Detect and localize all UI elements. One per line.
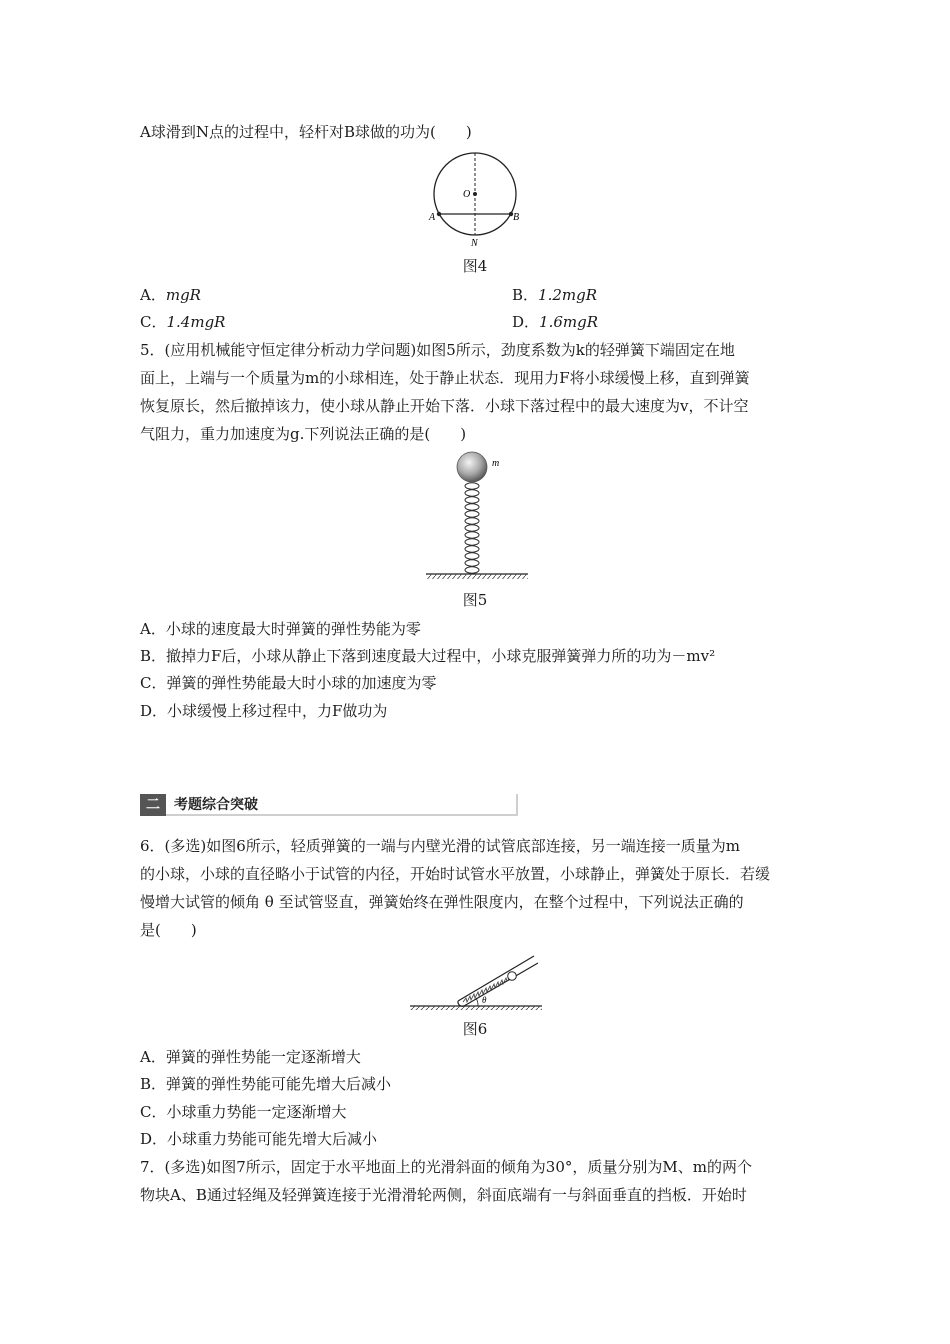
section-underline — [166, 814, 518, 816]
q5-stem-line: 恢复原长，然后撤掉该力，使小球从静止开始下落．小球下落过程中的最大速度为v，不计空 — [140, 397, 749, 415]
section-end-cap — [516, 794, 518, 816]
fig4-label-a: A — [429, 212, 436, 223]
q5-option-c: C．弹簧的弹性势能最大时小球的加速度为零 — [140, 674, 437, 692]
q4-option-a: A．mgR — [140, 286, 201, 304]
q7-stem-line: 7．(多选)如图7所示，固定于水平地面上的光滑斜面的倾角为30°，质量分别为M、m的两个 — [140, 1158, 752, 1176]
q5-stem-line: 气阻力，重力加速度为g.下列说法正确的是( ) — [140, 425, 467, 443]
fig4-center-dot — [473, 192, 477, 196]
q7-stem-line: 物块A、B通过轻绳及轻弹簧连接于光滑滑轮两侧，斜面底端有一与斜面垂直的挡板．开始时 — [140, 1186, 747, 1204]
q6-stem-line: 的小球，小球的直径略小于试管的内径，开始时试管水平放置，小球静止，弹簧处于原长．若缓 — [140, 865, 771, 883]
q4-option-c: C．1.4mgR — [140, 313, 226, 331]
figure-6-caption: 图6 — [462, 1020, 488, 1038]
q6-option-b: B．弹簧的弹性势能可能先增大后减小 — [140, 1075, 392, 1093]
figure-5-caption: 图5 — [462, 591, 488, 609]
q4-option-d: D．1.6mgR — [512, 313, 599, 331]
fig4-ball-a — [437, 212, 441, 216]
fig6-ground-hatch — [410, 1006, 542, 1010]
fig6-ball — [508, 972, 517, 981]
q5-option-d: D．小球缓慢上移过程中，力F做功为 — [140, 702, 388, 720]
q6-stem-line: 是( ) — [140, 921, 197, 939]
fig5-spring — [465, 483, 479, 573]
fig4-label-n: N — [471, 238, 478, 249]
figure-5-spring-ball — [420, 450, 540, 582]
q6-option-d: D．小球重力势能可能先增大后减小 — [140, 1130, 378, 1148]
q5-stem-line: 5．(应用机械能守恒定律分析动力学问题)如图5所示，劲度系数为k的轻弹簧下端固定在地 — [140, 341, 735, 359]
section-title: 考题综合突破 — [174, 797, 258, 813]
q6-stem-line: 慢增大试管的倾角 θ 至试管竖直，弹簧始终在弹性限度内，在整个过程中，下列说法正确的 — [140, 893, 744, 911]
q4-stem: A球滑到N点的过程中，轻杆对B球做的功为( ) — [140, 123, 472, 141]
q6-option-c: C．小球重力势能一定逐渐增大 — [140, 1103, 347, 1121]
fig5-label-m: m — [492, 458, 500, 469]
q5-option-b: B．撤掉力F后，小球从静止下落到速度最大过程中，小球克服弹簧弹力所的功为－mv² — [140, 647, 716, 665]
q4-option-b: B．1.2mgR — [512, 286, 598, 304]
fig6-label-theta: θ — [482, 995, 487, 1005]
figure-4-caption: 图4 — [462, 257, 488, 275]
fig6-test-tube — [458, 956, 538, 1006]
fig4-label-b: B — [513, 212, 520, 223]
section-number: 二 — [140, 794, 166, 816]
fig5-ball — [457, 452, 487, 482]
section-header — [140, 794, 518, 816]
q5-option-a: A．小球的速度最大时弹簧的弹性势能为零 — [140, 620, 421, 638]
fig4-label-o: O — [463, 189, 471, 200]
q5-stem-line: 面上，上端与一个质量为m的小球相连，处于静止状态．现用力F将小球缓慢上移，直到弹簧 — [140, 369, 750, 387]
q6-option-a: A．弹簧的弹性势能一定逐渐增大 — [140, 1048, 361, 1066]
figure-4-circle-diagram — [425, 150, 525, 250]
figure-6-tilted-tube — [408, 948, 544, 1012]
fig6-angle-arc — [476, 998, 478, 1006]
fig5-ground-hatch — [426, 574, 528, 579]
q6-stem-line: 6．(多选)如图6所示，轻质弹簧的一端与内壁光滑的试管底部连接，另一端连接一质量为m — [140, 837, 741, 855]
